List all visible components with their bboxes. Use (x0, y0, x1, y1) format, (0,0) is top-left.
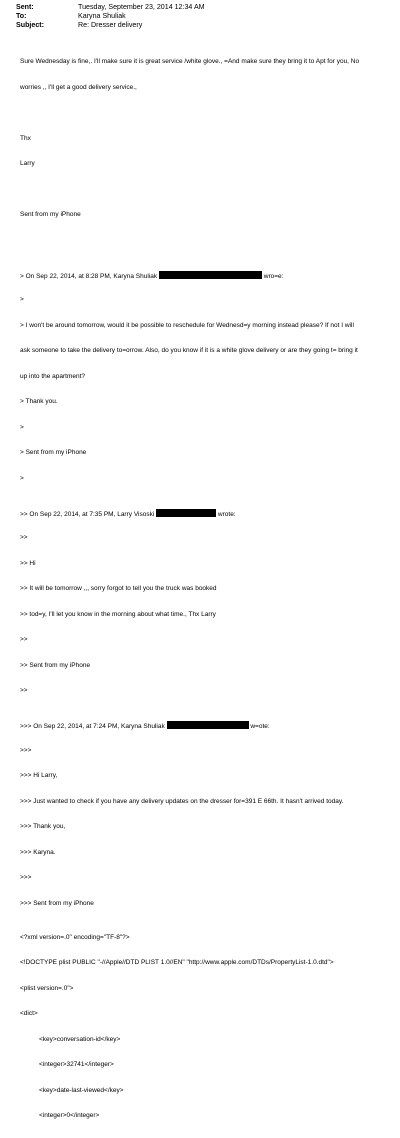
body-line: ask someone to take the delivery to=orrow. Also, do you know if it is a white glove delivery or are they going t= bring it (20, 347, 358, 354)
body-line: >> It will be tomorrow ,,, sorry forgot to tell you the truck was booked (20, 585, 217, 592)
quote-header-line (20, 271, 390, 280)
body-line: >> (20, 534, 28, 541)
body-line: >>> (20, 874, 32, 881)
body-line: > (20, 474, 24, 482)
sent-row (16, 3, 205, 12)
subject-row (16, 21, 142, 30)
to-row (16, 12, 126, 21)
body-line: > Sent from my iPhone (20, 449, 87, 456)
redaction-bar (156, 509, 216, 517)
sent-value: Tuesday, September 23, 2014 12:34 AM (78, 3, 205, 11)
redaction-bar (167, 721, 249, 729)
body-line: >>> Just wanted to check if you have any delivery updates on the dresser for=391 E 66th. It hasn't arrived today. (20, 797, 344, 805)
quote-header-line (20, 509, 390, 518)
body-line: > (20, 423, 24, 431)
body-line: >> Sent from my iPhone (20, 661, 91, 669)
body-line: up into the apartment? (20, 372, 86, 380)
subject-label: Subject: (16, 21, 44, 29)
body-line: >>> Sent from my iPhone (20, 899, 94, 907)
body-line: >> (20, 687, 28, 694)
xml-line: <key>date-last-viewed</key> (39, 1086, 124, 1094)
subject-value: Re: Dresser delivery (78, 21, 143, 29)
quote-header-text: >> On Sep 22, 2014, at 7:35 PM, Larry Visoski (20, 510, 157, 518)
body-line: >> Hi (20, 559, 36, 567)
sent-label: Sent: (16, 3, 34, 11)
body-line: >>> Thank you, (20, 823, 66, 830)
body-line: >> (20, 636, 28, 643)
body-line: >>> Karyna. (20, 848, 56, 856)
redaction-bar (159, 271, 262, 279)
body-line: > Thank you. (20, 398, 58, 405)
xml-line: <dict> (20, 1010, 38, 1017)
body-line: > (20, 296, 24, 303)
quote-header-suffix: wro=e: (261, 272, 284, 280)
quote-header-suffix: w=ote: (248, 723, 270, 730)
body-line: Sure Wednesday is fine,. I'll make sure it is great service /white glove., =And make sure they bring it to Apt for you, No (20, 58, 360, 65)
quote-header-line (20, 721, 390, 730)
quote-header-suffix: wrote: (216, 510, 236, 518)
xml-line: <?xml version=.0" encoding="TF-8"?> (20, 933, 130, 941)
email-body (20, 41, 390, 1138)
quote-header-text: > On Sep 22, 2014, at 8:28 PM, Karyna Shuliak (20, 272, 159, 280)
xml-line: <plist version=.0"> (20, 984, 74, 992)
to-label: To: (16, 12, 27, 20)
xml-line: <key>conversation-id</key> (39, 1035, 121, 1043)
body-line: Thx (20, 134, 31, 142)
body-line: >> tod=y, I'll let you know in the morning about what time., Thx Larry (20, 610, 216, 618)
body-line: >>> Hi Larry, (20, 772, 58, 779)
quote-header-text: >>> On Sep 22, 2014, at 7:24 PM, Karyna Shuliak (20, 723, 167, 730)
body-line: >>> (20, 746, 32, 754)
body-line: Larry (20, 160, 35, 167)
body-line: Sent from my iPhone (20, 211, 81, 218)
xml-line: <integer>32741</integer> (39, 1061, 114, 1068)
xml-line: <!DOCTYPE plist PUBLIC "-//Apple//DTD PLIST 1.0//EN" "http://www.apple.com/DTDs/PropertyList-1.0.dtd"> (20, 959, 334, 966)
to-value: Karyna Shuliak (78, 12, 126, 20)
body-line: > I won't be around tomorrow, would it be possible to reschedule for Wednesd=y morning instead please? If not I will (20, 321, 354, 329)
xml-line: <integer>0</integer> (39, 1112, 100, 1119)
body-line: worries ,, I'll get a good delivery service., (20, 83, 137, 91)
